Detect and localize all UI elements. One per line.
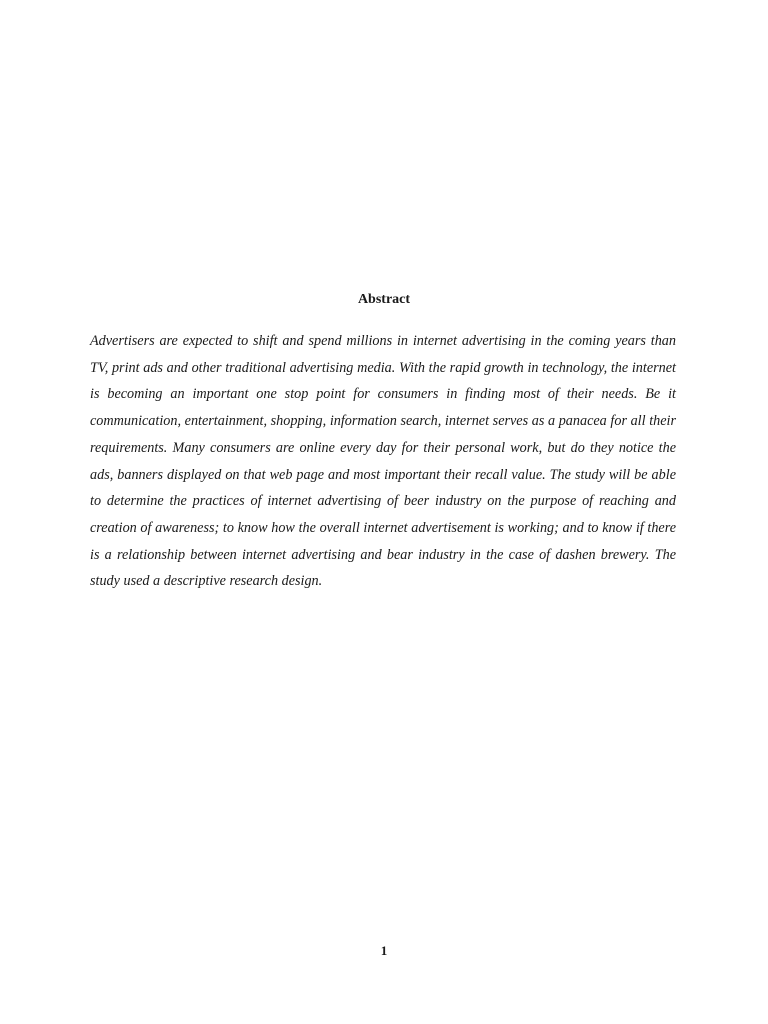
abstract-heading: Abstract bbox=[357, 292, 411, 307]
abstract-body-text: Advertisers are expected to shift and spend millions in internet advertising in the coming years than TV, print ads and other traditional advertising media. With the rapid growth in technology, the internet is becoming an important one stop point for consumers in finding most of their needs. Be it communication, entertainment, shopping, information search, internet serves as a panacea for all their requirements. Many consumers are online every day for their personal work, but do they notice the ads, banners displayed on that web page and most important their recall value. The study will be able to determine the practices of internet advertising of beer industry on the purpose of reaching and creation of awareness; to know how the overall internet advertisement is working; and to know if there is a relationship between internet advertising and bear industry in the case of dashen brewery. The study used a descriptive research design. bbox=[90, 333, 676, 590]
page-number: 1 bbox=[380, 943, 388, 958]
